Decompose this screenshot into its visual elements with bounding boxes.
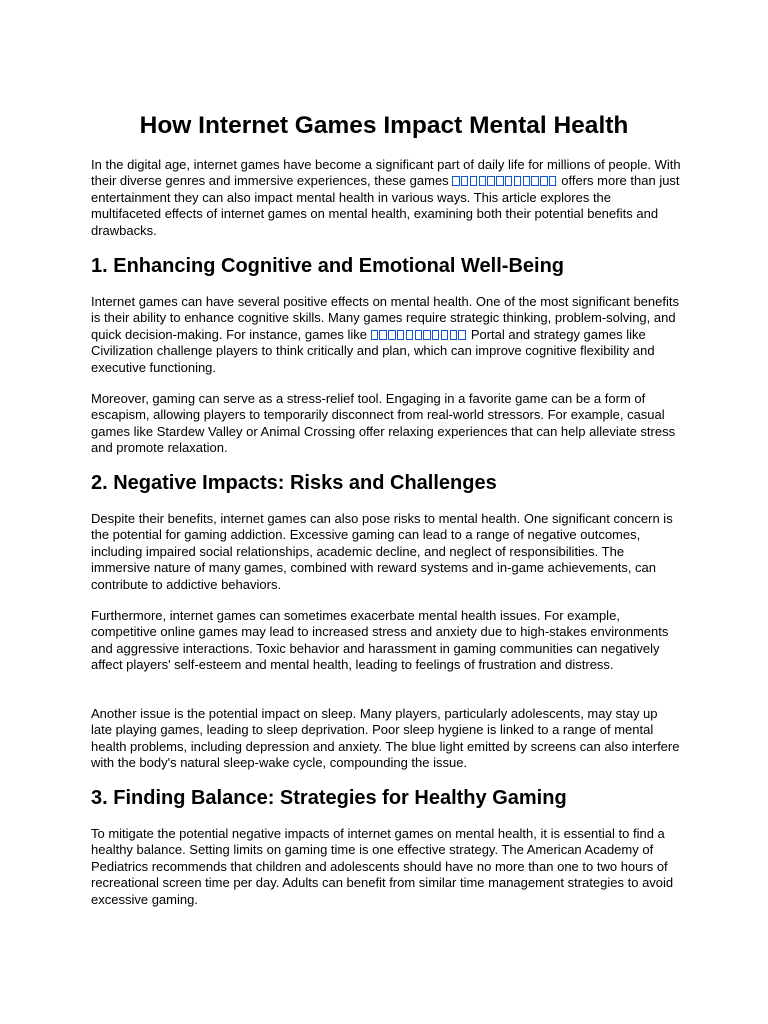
section-1-paragraph-2: Moreover, gaming can serve as a stress-relief tool. Engaging in a favorite game can be a form of escapism, allowing players to temporarily disconnect from real-world stressors. For example, casual games like Stardew Valley or Animal Crossing offer relaxing experiences that can help alleviate stress and promote relaxation. <box>91 391 676 456</box>
section-1-link[interactable] <box>371 327 468 342</box>
intro-link[interactable] <box>452 173 557 188</box>
page-title: How Internet Games Impact Mental Health <box>139 112 629 139</box>
section-2-heading: 2. Negative Impacts: Risks and Challenges <box>91 472 497 494</box>
section-3-heading: 3. Finding Balance: Strategies for Healthy Gaming <box>91 787 567 809</box>
section-1-heading: 1. Enhancing Cognitive and Emotional Well-Being <box>91 255 564 277</box>
section-1-p1-after: Portal and strategy games like Civilization challenge players to think critically and plan, which can improve cognitive flexibility and executive functioning. <box>91 326 655 375</box>
intro-paragraph <box>91 157 681 239</box>
intro-text-before: In the digital age, internet games have become a significant part of daily life for millions of people. With their diverse genres and immersive experiences, these games <box>91 157 681 189</box>
section-1-paragraph-1 <box>91 294 681 376</box>
intro-text-after: offers more than just entertainment they can also impact mental health in various ways. This article explores the multifaceted effects of internet games on mental health, examining both their potential benefits and drawbacks. <box>91 173 680 238</box>
section-2-paragraph-2: Furthermore, internet games can sometimes exacerbate mental health issues. For example, competitive online games may lead to increased stress and anxiety due to high-stakes environments and aggressive interactions. Toxic behavior and harassment in gaming communities can negatively affect players' self-esteem and mental health, leading to feelings of frustration and distress. <box>91 608 669 673</box>
section-2-paragraph-1: Despite their benefits, internet games can also pose risks to mental health. One significant concern is the potential for gaming addiction. Excessive gaming can lead to a range of negative outcomes, including impaired social relationships, academic decline, and neglect of responsibilities. The immersive nature of many games, combined with reward systems and in-game achievements, can contribute to addictive behaviors. <box>91 511 673 592</box>
section-2-paragraph-3: Another issue is the potential impact on sleep. Many players, particularly adolescents, may stay up late playing games, leading to sleep deprivation. Poor sleep hygiene is linked to a range of mental health problems, including depression and anxiety. The blue light emitted by screens can also interfere with the body's natural sleep-wake cycle, compounding the issue. <box>91 706 680 771</box>
section-1-p1-before: Internet games can have several positive effects on mental health. One of the most significant benefits is their ability to enhance cognitive skills. Many games require strategic thinking, problem-solving, and quick decision-making. For instance, games like <box>91 294 679 342</box>
section-3-paragraph-1: To mitigate the potential negative impacts of internet games on mental health, it is essential to find a healthy balance. Setting limits on gaming time is one effective strategy. The American Academy of Pediatrics recommends that children and adolescents should have no more than one to two hours of recreational screen time per day. Adults can benefit from similar time management strategies to avoid excessive gaming. <box>91 826 674 907</box>
